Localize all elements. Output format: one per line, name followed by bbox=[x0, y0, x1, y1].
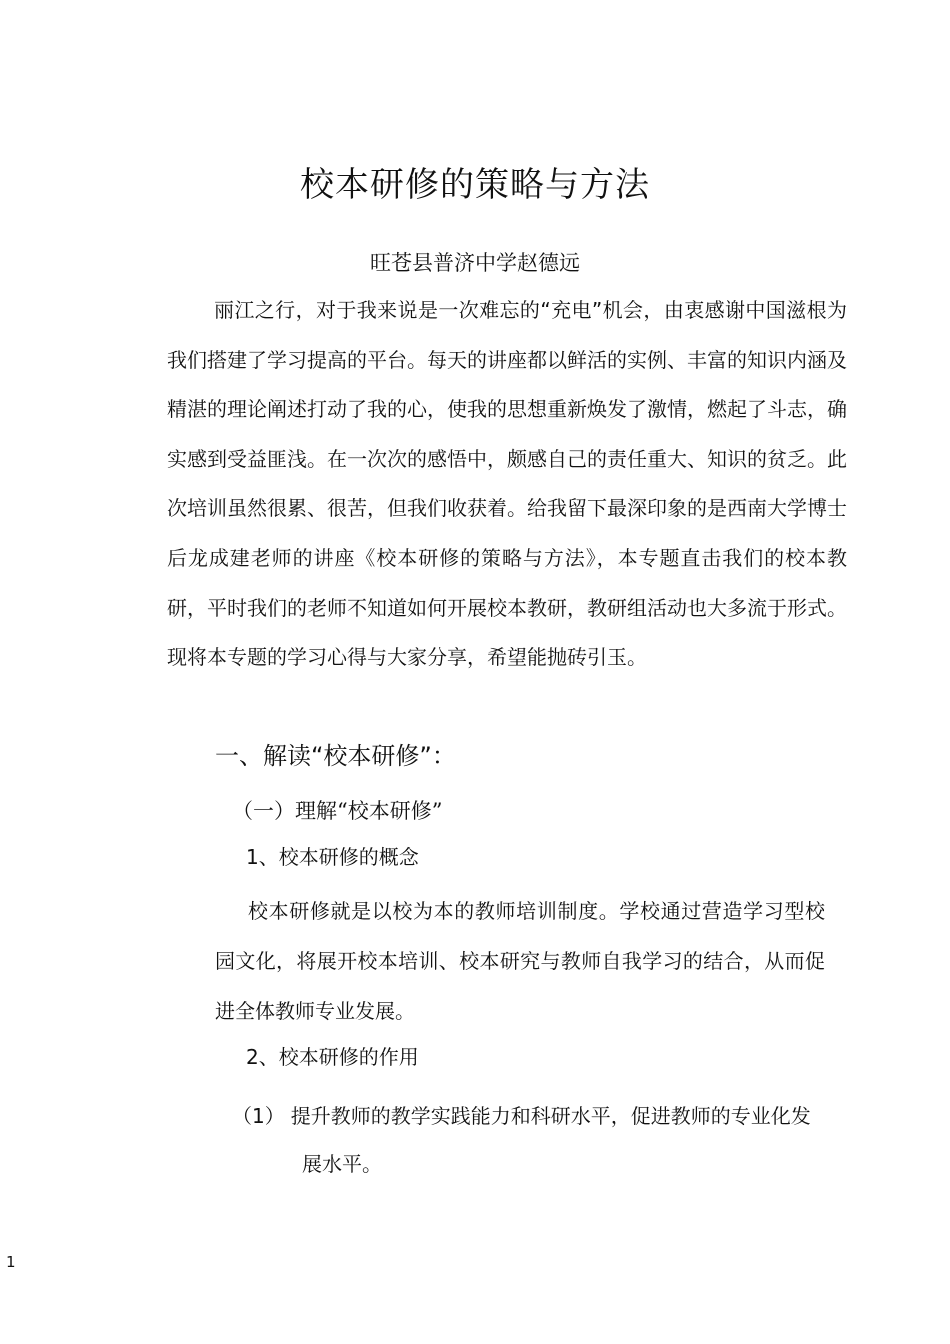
section-heading-1: 一、解读“校本研修”： bbox=[215, 742, 456, 770]
author-line: 旺苍县普济中学赵德远 bbox=[370, 251, 580, 275]
intro-paragraph: 丽江之行，对于我来说是一次难忘的“充电”机会，由衷感谢中国滋根为我们搭建了学习提高的平台。每天的讲座都以鲜活的实例、丰富的知识内涵及精湛的理论阐述打动了我的心，使我的思想重新焕发了激情，燃起了斗志，确实感到受益匪浅。在一次次的感悟中，颇感自己的责任重大、知识的贫乏。此次培训虽然很累、很苦，但我们收获着。给我留下最深印象的是西南大学博士后龙成建老师的讲座《校本研修的策略与方法》，本专题直击我们的校本教研，平时我们的老师不知道如何开展校本教研，教研组活动也大多流于形式。现将本专题的学习心得与大家分享，希望能抛砖引玉。 bbox=[167, 298, 847, 670]
list-item-text-line2: 展水平。 bbox=[302, 1152, 382, 1176]
subsection-heading: （一）理解“校本研修” bbox=[232, 799, 443, 823]
list-item-number: （1） bbox=[232, 1104, 285, 1128]
point-heading-concept: 1、校本研修的概念 bbox=[246, 845, 419, 869]
page-number: 1 bbox=[6, 1253, 16, 1271]
list-item bbox=[232, 1092, 842, 1188]
list-item-text-line1: 提升教师的教学实践能力和科研水平，促进教师的专业化发 bbox=[290, 1104, 811, 1128]
document-title: 校本研修的策略与方法 bbox=[300, 165, 650, 205]
concept-paragraph: 校本研修就是以校为本的教师培训制度。学校通过营造学习型校园文化，将展开校本培训、校本研究与教师自我学习的结合，从而促进全体教师专业发展。 bbox=[215, 899, 825, 1023]
point-heading-role: 2、校本研修的作用 bbox=[246, 1045, 419, 1069]
